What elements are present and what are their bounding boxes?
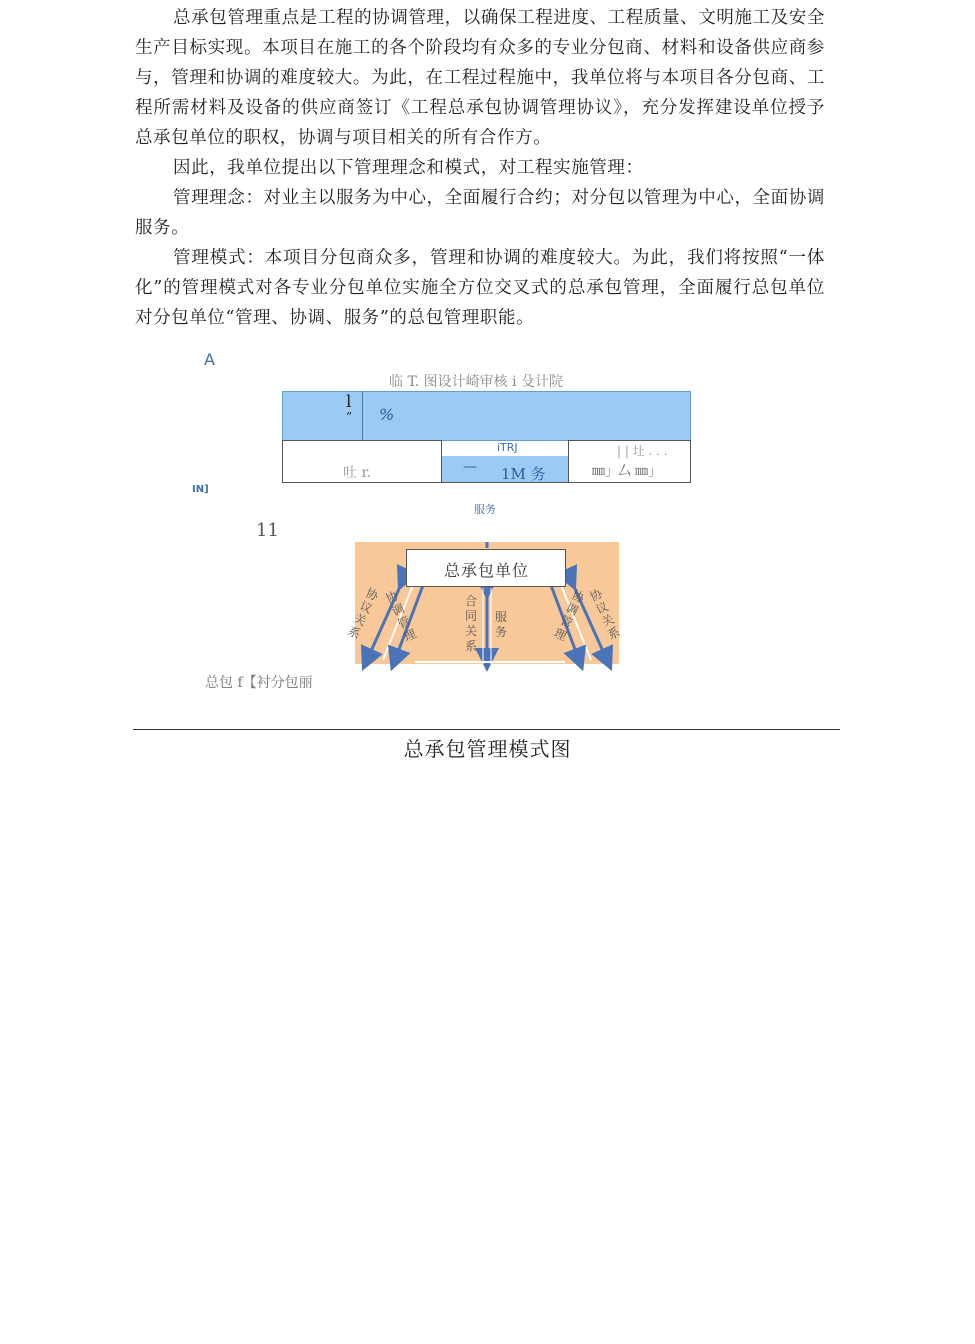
top-blue-bar xyxy=(282,391,691,441)
figure-letter-a: A xyxy=(204,350,215,369)
contract-diagram xyxy=(345,542,623,664)
middle-text: 1M 务 xyxy=(501,465,546,483)
top-bar-divider xyxy=(362,391,363,441)
figure-bottom-caption: 总包 f【衬分包丽 xyxy=(205,675,313,691)
general-contractor-label: 总承包单位 xyxy=(444,561,530,580)
figure-label-11: 11 xyxy=(256,520,279,541)
center-service-label: 服务 xyxy=(495,610,508,639)
left-inner-arrow-label: 协调管理 xyxy=(383,588,419,645)
middle-dash: — xyxy=(463,459,477,475)
figure-top-title: 临 T. 图设计崎审核 i 殳计院 xyxy=(389,374,564,390)
paragraph-intro: 总承包管理重点是工程的协调管理，以确保工程进度、工程质量、文明施工及安全生产目标实现。本项目在施工的各个阶段均有众多的专业分包商、材料和设备供应商参与，管理和协调的难度较大。为此，在工程过程施中，我单位将与本项目各分包商、工程所需材料及设备的供应商签订《工程总承包协调管理协议》，充分发挥建设单位授予总承包单位的职权，协调与项目相关的所有合作方。 xyxy=(135,8,825,148)
top-cell-1b: ” xyxy=(346,410,353,424)
top-cell-2: % xyxy=(379,405,395,424)
left-outer-arrow-label: 协议关系 xyxy=(345,585,381,642)
right-inner-arrow-label: 协调管理 xyxy=(551,587,587,644)
right-sub-box-text-1: | | 圵 . . . xyxy=(617,444,668,458)
figure-label-service: 服务 xyxy=(474,503,496,516)
figure-label-in: IN] xyxy=(192,484,209,495)
paragraph-therefore: 因此，我单位提出以下管理理念和模式，对工程实施管理： xyxy=(173,158,644,178)
left-sub-box-text: 吐 r. xyxy=(343,465,372,481)
caption-rule xyxy=(133,729,840,730)
top-cell-1: l xyxy=(346,392,352,412)
figure-caption: 总承包管理模式图 xyxy=(403,737,572,761)
paragraph-mode: 管理模式：本项目分包商众多，管理和协调的难度较大。为此，我们将按照“一体化”的管理模式对各专业分包单位实施全方位交叉式的总承包管理，全面履行总包单位对分包单位“管理、协调、服务”的总包管理职能。 xyxy=(135,248,825,328)
right-sub-box-text-2: ㎜」厶 ㎜」 xyxy=(592,464,662,479)
center-contract-label: 合同关系 xyxy=(465,594,478,653)
paragraph-concept: 管理理念：对业主以服务为中心，全面履行合约；对分包以管理为中心，全面协调服务。 xyxy=(135,188,825,238)
middle-tag: iTRJ xyxy=(497,441,518,454)
right-outer-arrow-label: 协议关系 xyxy=(587,586,623,643)
